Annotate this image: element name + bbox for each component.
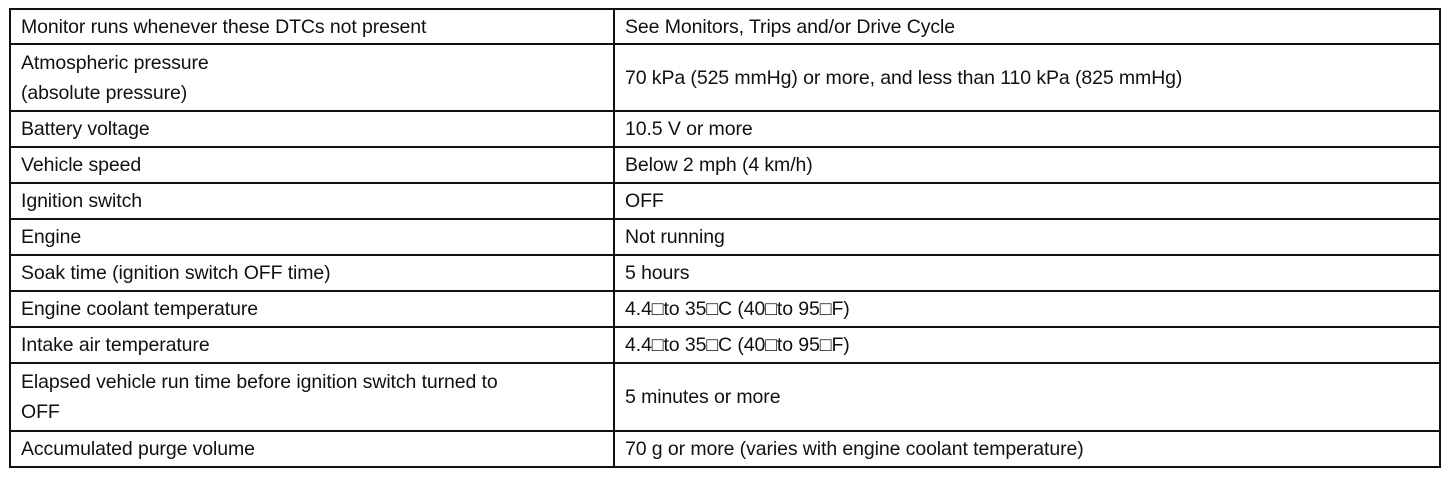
value-cell: 10.5 V or more	[614, 111, 1440, 147]
table-row	[10, 327, 1440, 363]
table-row	[10, 431, 1440, 467]
condition-cell: Intake air temperature	[10, 327, 614, 363]
table-row	[10, 111, 1440, 147]
value-cell: See Monitors, Trips and/or Drive Cycle	[614, 9, 1440, 44]
value-cell: 4.4□to 35□C (40□to 95□F)	[614, 291, 1440, 327]
table-row	[10, 255, 1440, 291]
value-cell: Below 2 mph (4 km/h)	[614, 147, 1440, 183]
monitor-conditions-table	[9, 8, 1441, 468]
condition-cell: Elapsed vehicle run time before ignition switch turned to OFF	[10, 363, 614, 431]
condition-cell: Monitor runs whenever these DTCs not present	[10, 9, 614, 44]
condition-cell: Ignition switch	[10, 183, 614, 219]
condition-cell: Engine coolant temperature	[10, 291, 614, 327]
value-cell: 4.4□to 35□C (40□to 95□F)	[614, 327, 1440, 363]
value-cell: 70 g or more (varies with engine coolant temperature)	[614, 431, 1440, 467]
value-cell: 70 kPa (525 mmHg) or more, and less than 110 kPa (825 mmHg)	[614, 44, 1440, 111]
table-row	[10, 9, 1440, 44]
conditions-table-container	[9, 8, 1439, 468]
condition-cell: Atmospheric pressure (absolute pressure)	[10, 44, 614, 111]
value-cell: OFF	[614, 183, 1440, 219]
condition-cell: Battery voltage	[10, 111, 614, 147]
table-row	[10, 147, 1440, 183]
value-cell: Not running	[614, 219, 1440, 255]
table-row	[10, 219, 1440, 255]
table-row	[10, 44, 1440, 111]
condition-cell: Accumulated purge volume	[10, 431, 614, 467]
table-row	[10, 363, 1440, 431]
table-row	[10, 183, 1440, 219]
condition-cell: Soak time (ignition switch OFF time)	[10, 255, 614, 291]
condition-cell: Engine	[10, 219, 614, 255]
value-cell: 5 minutes or more	[614, 363, 1440, 431]
table-row	[10, 291, 1440, 327]
condition-cell: Vehicle speed	[10, 147, 614, 183]
value-cell: 5 hours	[614, 255, 1440, 291]
